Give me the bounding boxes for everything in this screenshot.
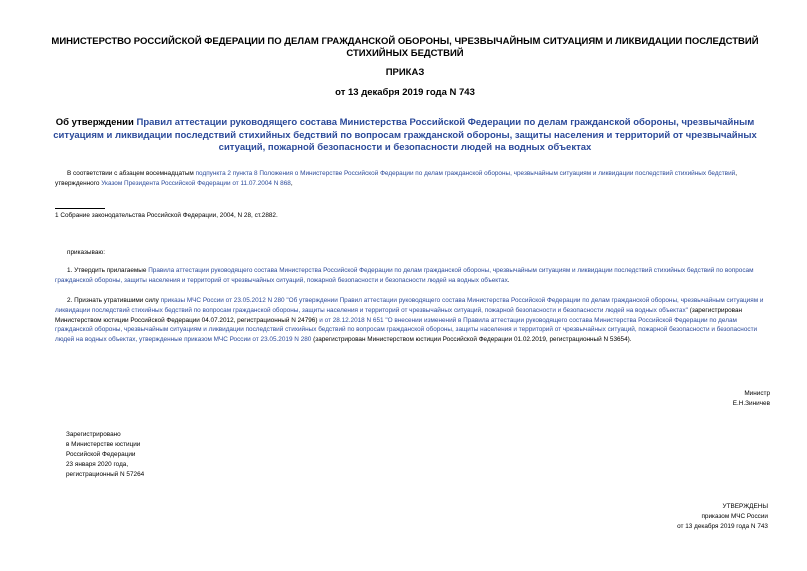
- footnote: [55, 211, 768, 221]
- preamble-text-3: ,: [290, 179, 293, 187]
- regulation-link[interactable]: подпункта 2 пункта 8 Положения о Министерстве Российской Федерации по делам гражданской обороны, чрезвычайным ситуациям и ликвидации последствий стихийных бедствий: [195, 170, 736, 177]
- registration-line-5: регистрационный N 57264: [66, 471, 145, 478]
- minister-position: Министр: [744, 390, 770, 397]
- item-2-text: 2. Признать утратившими силу: [67, 297, 161, 304]
- item-1-end: .: [507, 276, 510, 284]
- item-2-registration-1: (зарегистрирован Министерством юстиции Российской Федерации 04.07.2012, регистрационный N 24796): [55, 306, 743, 324]
- registration-line-4: 23 января 2020 года,: [66, 461, 129, 468]
- presidential-decree-link[interactable]: Указом Президента Российской Федерации от 11.07.2004 N 868: [101, 179, 291, 187]
- preamble-text-1: В соответствии с абзацем восемнадцатым: [67, 170, 196, 177]
- preamble-paragraph: [55, 169, 768, 189]
- document-date-number: от 13 декабря 2019 года N 743: [335, 87, 475, 98]
- item-2-paragraph: [55, 296, 768, 345]
- item-1-paragraph: [55, 266, 768, 286]
- document-title: [50, 117, 760, 155]
- preamble-text-2: , утвержденного: [55, 170, 737, 187]
- title-rules-link[interactable]: Правил аттестации руководящего состава Министерства Российской Федерации по делам гражданской обороны, чрезвычайным ситуациям и ликвидации последствий стихийных бедствий по вопросам гражданской обороны, защиты населения и территорий от чрезвычайных ситуаций, пожарной безопасности и безопасности людей на водных объектах: [53, 117, 757, 153]
- order-651-link[interactable]: и от 28.12.2018 N 651 "О внесении изменений в Правила аттестации руководящего состава Министерства Российской Федерации по делам гражданской обороны, чрезвычайным ситуациям и ликвидации последствий стихийных бедствий по вопросам гражданской обороны, защиты населения и территорий от чрезвычайных ситуаций, пожарной безопасности и безопасности людей на водных объектах, утвержденные приказом МЧС России от 23.05.2019 N 280: [55, 316, 758, 344]
- registration-line-2: в Министерстве юстиции: [66, 441, 141, 448]
- approved-line-3: от 13 декабря 2019 года N 743: [677, 523, 768, 530]
- minister-name: Е.Н.Зиничев: [732, 400, 770, 407]
- footnote-marker: 1: [55, 212, 59, 219]
- registration-line-1: Зарегистрировано: [66, 431, 121, 438]
- item-1-text: 1. Утвердить прилагаемые: [67, 267, 149, 274]
- ministry-name: МИНИСТЕРСТВО РОССИЙСКОЙ ФЕДЕРАЦИИ ПО ДЕЛАМ ГРАЖДАНСКОЙ ОБОРОНЫ, ЧРЕЗВЫЧАЙНЫМ СИТУАЦИЯМ И ЛИКВИДАЦИИ ПОСЛЕДСТВИЙ СТИХИЙНЫХ БЕДСТВИЙ: [51, 36, 759, 59]
- approved-line-2: приказом МЧС России: [701, 513, 768, 520]
- registration-line-3: Российской Федерации: [66, 451, 136, 458]
- footnote-divider: [55, 208, 105, 209]
- item-2-registration-2: (зарегистрирован Министерством юстиции Российской Федерации 01.02.2019, регистрационный N 53654).: [311, 336, 632, 344]
- document-type: ПРИКАЗ: [385, 67, 425, 78]
- order-280-link[interactable]: приказы МЧС России от 23.05.2012 N 280 "Об утверждении Правил аттестации руководящего состава Министерства Российской Федерации по делам гражданской обороны, чрезвычайным ситуациям и ликвидации последствий стихийных бедствий по вопросам гражданской обороны, защиты населения и территорий от чрезвычайных ситуаций, пожарной безопасности и безопасности людей на водных объектах": [55, 297, 764, 314]
- approved-line-1: УТВЕРЖДЕНЫ: [722, 503, 768, 510]
- approved-rules-link[interactable]: Правила аттестации руководящего состава Министерства Российской Федерации по делам гражданской обороны, чрезвычайным ситуациям и ликвидации последствий стихийных бедствий по вопросам гражданской обороны, защиты населения и территорий от чрезвычайных ситуаций, пожарной безопасности и безопасности людей на водных объектах: [55, 267, 754, 284]
- footnote-text: Собрание законодательства Российской Федерации, 2004, N 28, ст.2882.: [58, 212, 278, 219]
- title-prefix: Об утверждении: [55, 117, 137, 128]
- order-word: приказываю:: [67, 249, 105, 256]
